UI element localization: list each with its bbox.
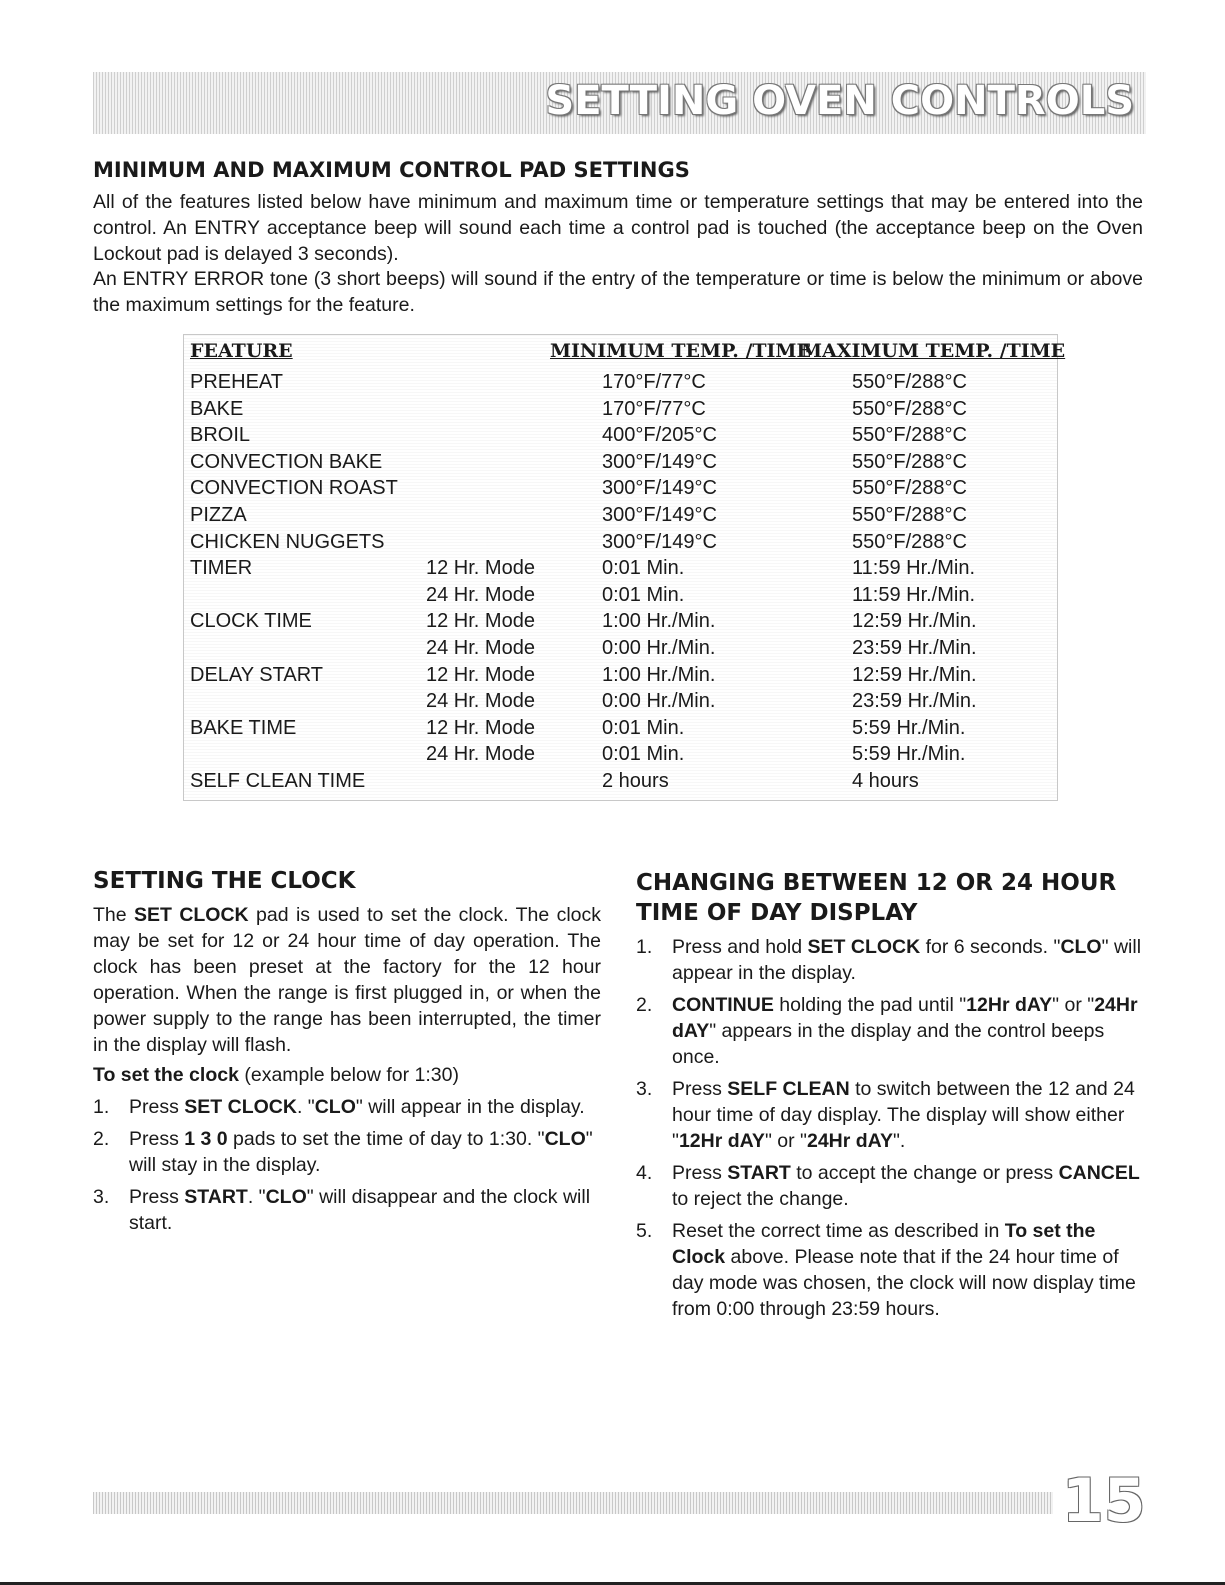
table-cell-feature: CONVECTION ROAST [190, 477, 398, 500]
table-cell-feature: BAKE [190, 397, 244, 420]
table-cell-max: 5:59 Hr./Min. [852, 716, 966, 739]
change-step-text: " will appear in the display. [672, 936, 1142, 984]
set-clock-sub-bold: To set the clock [93, 1064, 239, 1086]
table-cell-mode: 12 Hr. Mode [426, 663, 535, 686]
table-cell-max: 550°F/288°C [852, 450, 967, 473]
change-steps-list [636, 934, 1142, 1322]
table-cell-max: 550°F/288°C [852, 397, 967, 420]
table-cell-max: 550°F/288°C [852, 477, 967, 500]
table-cell-max: 12:59 Hr./Min. [852, 663, 977, 686]
table-cell-feature: CONVECTION BAKE [190, 450, 383, 473]
table-cell-feature: PIZZA [190, 504, 247, 526]
table-cell-min: 300°F/149°C [602, 504, 717, 526]
table-cell-min: 1:00 Hr./Min. [602, 610, 716, 633]
header-min: MINIMUM TEMP. /TIME [550, 340, 811, 362]
clock-intro-pre: The [93, 904, 134, 926]
table-cell-max: 4 hours [852, 770, 919, 792]
table-cell-min: 300°F/149°C [602, 477, 717, 500]
clock-step-b: 1 3 0 [184, 1128, 228, 1150]
change-step-text: 24Hr dAY [672, 994, 1138, 1042]
section-title-clock: SETTING THE CLOCK [93, 868, 356, 894]
change-step-text: to accept the change or press [790, 1162, 1059, 1184]
change-step-text: " or " [764, 1130, 807, 1152]
table-cell-min: 2 hours [602, 770, 669, 792]
table-cell-feature: CLOCK TIME [190, 610, 312, 633]
change-step-text: holding the pad until " [773, 994, 967, 1016]
change-step-text: to reject the change. [672, 1188, 849, 1210]
table-cell-min: 0:00 Hr./Min. [602, 637, 716, 659]
header-feature: FEATURE [190, 340, 293, 362]
clock-step-num: 3. [93, 1186, 110, 1208]
change-step-text: To set the Clock [672, 1220, 1096, 1268]
change-step-text: for 6 seconds. " [920, 936, 1061, 958]
table-cell-min: 1:00 Hr./Min. [602, 663, 716, 686]
table-cell-min: 0:01 Min. [602, 583, 685, 606]
change-step-number: 2. [636, 994, 653, 1016]
table-cell-mode: 24 Hr. Mode [426, 583, 535, 606]
change-step [636, 992, 1142, 1070]
table-cell-mode: 24 Hr. Mode [426, 690, 535, 713]
change-step-number: 5. [636, 1220, 653, 1242]
set-clock-sub-rest: (example below for 1:30) [238, 1064, 459, 1086]
clock-step [93, 1126, 601, 1178]
page-number: 15 [1062, 1466, 1146, 1536]
section-title-min-max: MINIMUM AND MAXIMUM CONTROL PAD SETTINGS [93, 158, 690, 182]
change-step-text: CANCEL [1058, 1162, 1140, 1184]
clock-step-d: CLO [265, 1186, 307, 1208]
change-step-text: Reset the correct time as described in [672, 1220, 1005, 1242]
table-cell-mode: 12 Hr. Mode [426, 557, 535, 580]
table-cell-max: 23:59 Hr./Min. [852, 690, 977, 713]
table-cell-min: 170°F/77°C [602, 371, 706, 393]
change-step-text: 12Hr dAY [966, 994, 1053, 1016]
change-step-number: 1. [636, 936, 653, 958]
header-max: MAXIMUM TEMP. /TIME [801, 340, 1066, 362]
table-cell-feature: TIMER [190, 557, 253, 580]
clock-step-b: START [184, 1186, 248, 1208]
table-cell-feature: CHICKEN NUGGETS [190, 530, 385, 553]
table-cell-min: 400°F/205°C [602, 424, 717, 447]
table-cell-max: 550°F/288°C [852, 504, 967, 526]
section-title-changing: CHANGING BETWEEN 12 OR 24 HOUR TIME OF DAY DISPLAY [636, 870, 1117, 926]
change-step [636, 1160, 1142, 1212]
clock-step-num: 2. [93, 1128, 110, 1150]
clock-step-a: Press [129, 1128, 185, 1150]
change-step-text: Press [672, 1162, 728, 1184]
change-step-text: CONTINUE [672, 994, 774, 1016]
change-step-text: START [727, 1162, 791, 1184]
change-step-text: SET CLOCK [807, 936, 921, 958]
table-cell-max: 11:59 Hr./Min. [852, 557, 976, 580]
table-cell-max: 12:59 Hr./Min. [852, 610, 977, 633]
set-clock-subheading [93, 1062, 601, 1088]
clock-step-num: 1. [93, 1096, 110, 1118]
clock-step-c: . " [296, 1096, 315, 1118]
change-step-text: Press [672, 1078, 728, 1100]
clock-steps-list [93, 1094, 601, 1236]
table-cell-min: 0:00 Hr./Min. [602, 690, 716, 713]
table-cell-feature: SELF CLEAN TIME [190, 770, 366, 792]
change-step [636, 1076, 1142, 1154]
change-step-text: to switch between the 12 and 24 hour time of day display. The display will show either " [672, 1078, 1135, 1152]
table-cell-feature: BROIL [190, 424, 251, 447]
clock-step-a: Press [129, 1186, 185, 1208]
table-cell-max: 23:59 Hr./Min. [852, 637, 977, 659]
change-step [636, 934, 1142, 986]
table-cell-feature: DELAY START [190, 663, 324, 686]
clock-intro-bold: SET CLOCK [134, 904, 249, 926]
clock-step-e: " will stay in the display. [129, 1128, 593, 1176]
clock-step [93, 1184, 601, 1236]
table-cell-mode: 12 Hr. Mode [426, 716, 535, 739]
clock-step-e: " will appear in the display. [355, 1096, 585, 1118]
header-banner [93, 72, 1146, 134]
clock-step-e: " will disappear and the clock will start. [129, 1186, 591, 1234]
change-step-text: " appears in the display and the control beeps once. [672, 1020, 1105, 1068]
clock-intro [93, 902, 601, 1058]
change-step [636, 1218, 1142, 1322]
change-step-text: 12Hr dAY [678, 1130, 765, 1152]
clock-step-d: CLO [544, 1128, 586, 1150]
clock-step-c: pads to set the time of day to 1:30. " [227, 1128, 545, 1150]
settings-table [183, 334, 1066, 801]
table-cell-min: 300°F/149°C [602, 450, 717, 473]
table-cell-max: 550°F/288°C [852, 530, 967, 553]
table-cell-min: 300°F/149°C [602, 530, 717, 553]
clock-step-c: . " [247, 1186, 266, 1208]
clock-intro-post: pad is used to set the clock. The clock may be set for 12 or 24 hour time of day operation. The clock has been preset at the factory for the 12 hour operation. When the range is first plugged in, or when the power supply to the range has been interrupted, the timer in the display will flash. [93, 904, 601, 1056]
table-cell-min: 170°F/77°C [602, 397, 706, 420]
clock-step-d: CLO [314, 1096, 356, 1118]
table-cell-min: 0:01 Min. [602, 557, 685, 580]
change-step-text: above. Please note that if the 24 hour time of day mode was chosen, the clock will now display time from 0:00 through 23:59 hours. [672, 1246, 1136, 1320]
change-step-text: " or " [1052, 994, 1095, 1016]
change-step-number: 4. [636, 1162, 653, 1184]
table-cell-max: 11:59 Hr./Min. [852, 583, 976, 606]
changing-section [636, 928, 1142, 1322]
clock-step-a: Press [129, 1096, 185, 1118]
change-step-text: SELF CLEAN [727, 1078, 850, 1100]
table-cell-max: 550°F/288°C [852, 424, 967, 447]
change-step-number: 3. [636, 1078, 653, 1100]
intro-paragraph: All of the features listed below have minimum and maximum time or temperature settings that may be entered into the control. An ENTRY acceptance beep will sound each time a control pad is touched (the acceptance beep on the Oven Lockout pad is delayed 3 seconds). [93, 191, 1143, 265]
table-cell-min: 0:01 Min. [602, 716, 685, 739]
table-cell-max: 5:59 Hr./Min. [852, 743, 966, 766]
table-cell-mode: 24 Hr. Mode [426, 637, 535, 659]
table-cell-max: 550°F/288°C [852, 371, 967, 393]
change-step-text: Press and hold [672, 936, 808, 958]
page-title: SETTING OVEN CONTROLS [545, 78, 1134, 124]
table-cell-mode: 12 Hr. Mode [426, 610, 535, 633]
footer-bar [93, 1492, 1053, 1514]
clock-section [93, 902, 601, 1236]
error-paragraph: An ENTRY ERROR tone (3 short beeps) will sound if the entry of the temperature or time is below the minimum or above the maximum settings for the feature. [93, 268, 1143, 316]
change-step-text: ". [892, 1130, 906, 1152]
table-cell-feature: BAKE TIME [190, 716, 297, 739]
table-cell-mode: 24 Hr. Mode [426, 743, 535, 766]
change-step-text: CLO [1060, 936, 1102, 958]
table-cell-feature: PREHEAT [190, 371, 283, 393]
clock-step [93, 1094, 601, 1120]
change-step-text: 24Hr dAY [806, 1130, 893, 1152]
clock-step-b: SET CLOCK [184, 1096, 297, 1118]
table-cell-min: 0:01 Min. [602, 743, 685, 766]
